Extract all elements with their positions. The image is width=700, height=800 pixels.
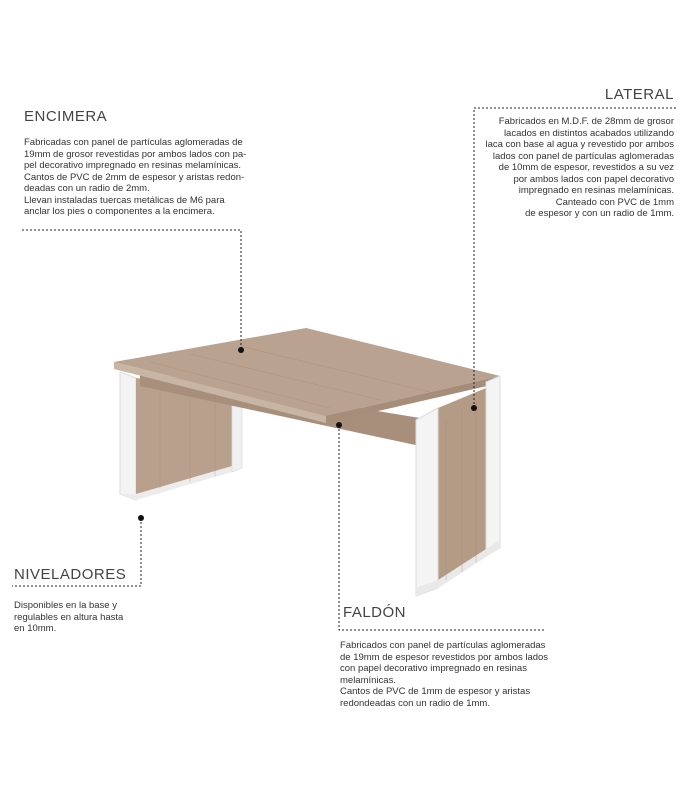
right-leg-frame-front [416,408,438,596]
callout-encimera [22,230,241,350]
niveladores-title: NIVELADORES [14,566,127,583]
encimera-description: Fabricadas con panel de partículas aglomeradas de 19mm de grosor revestidas por ambos lados con pa- pel decorativo impregnado en resinas melamínicas. Cantos de PVC de 2mm de espesor y aristas redon- deadas con un radio de 2mm. Llevan instaladas tuercas metálicas de M6 para anclar los pies o componentes a la encimera. [24,137,247,217]
faldon-title: FALDÓN [343,604,407,621]
callout-niveladores-dot [138,515,144,521]
callout-encimera-dot [238,347,244,353]
lateral-title: LATERAL [604,86,674,103]
right-leg-frame-back [486,376,500,556]
callout-faldon-dot [336,422,342,428]
left-leg-frame [120,372,136,500]
encimera-title: ENCIMERA [24,108,108,125]
lateral-description: Fabricados en M.D.F. de 28mm de grosor lacados en distintos acabados utilizando laca con base al agua y revestido por ambos lados con panel de partículas aglomeradas de 10mm de espesor, revestidos a su vez por ambos lados con papel decorativo impregnado en resinas melamínicas. Canteado con PVC de 1mm de espesor y con un radio de 1mm. [485,116,674,219]
niveladores-description: Disponibles en la base y regulables en altura hasta en 10mm. [14,600,124,634]
faldon-description: Fabricados con panel de partículas aglomeradas de 19mm de espesor revestidos por ambos lados con papel decorativo impregnado en resinas melamínicas. Cantos de PVC de 1mm de espesor y aristas redondeadas con un radio de 1mm. [340,640,549,709]
callout-lateral-dot [471,405,477,411]
